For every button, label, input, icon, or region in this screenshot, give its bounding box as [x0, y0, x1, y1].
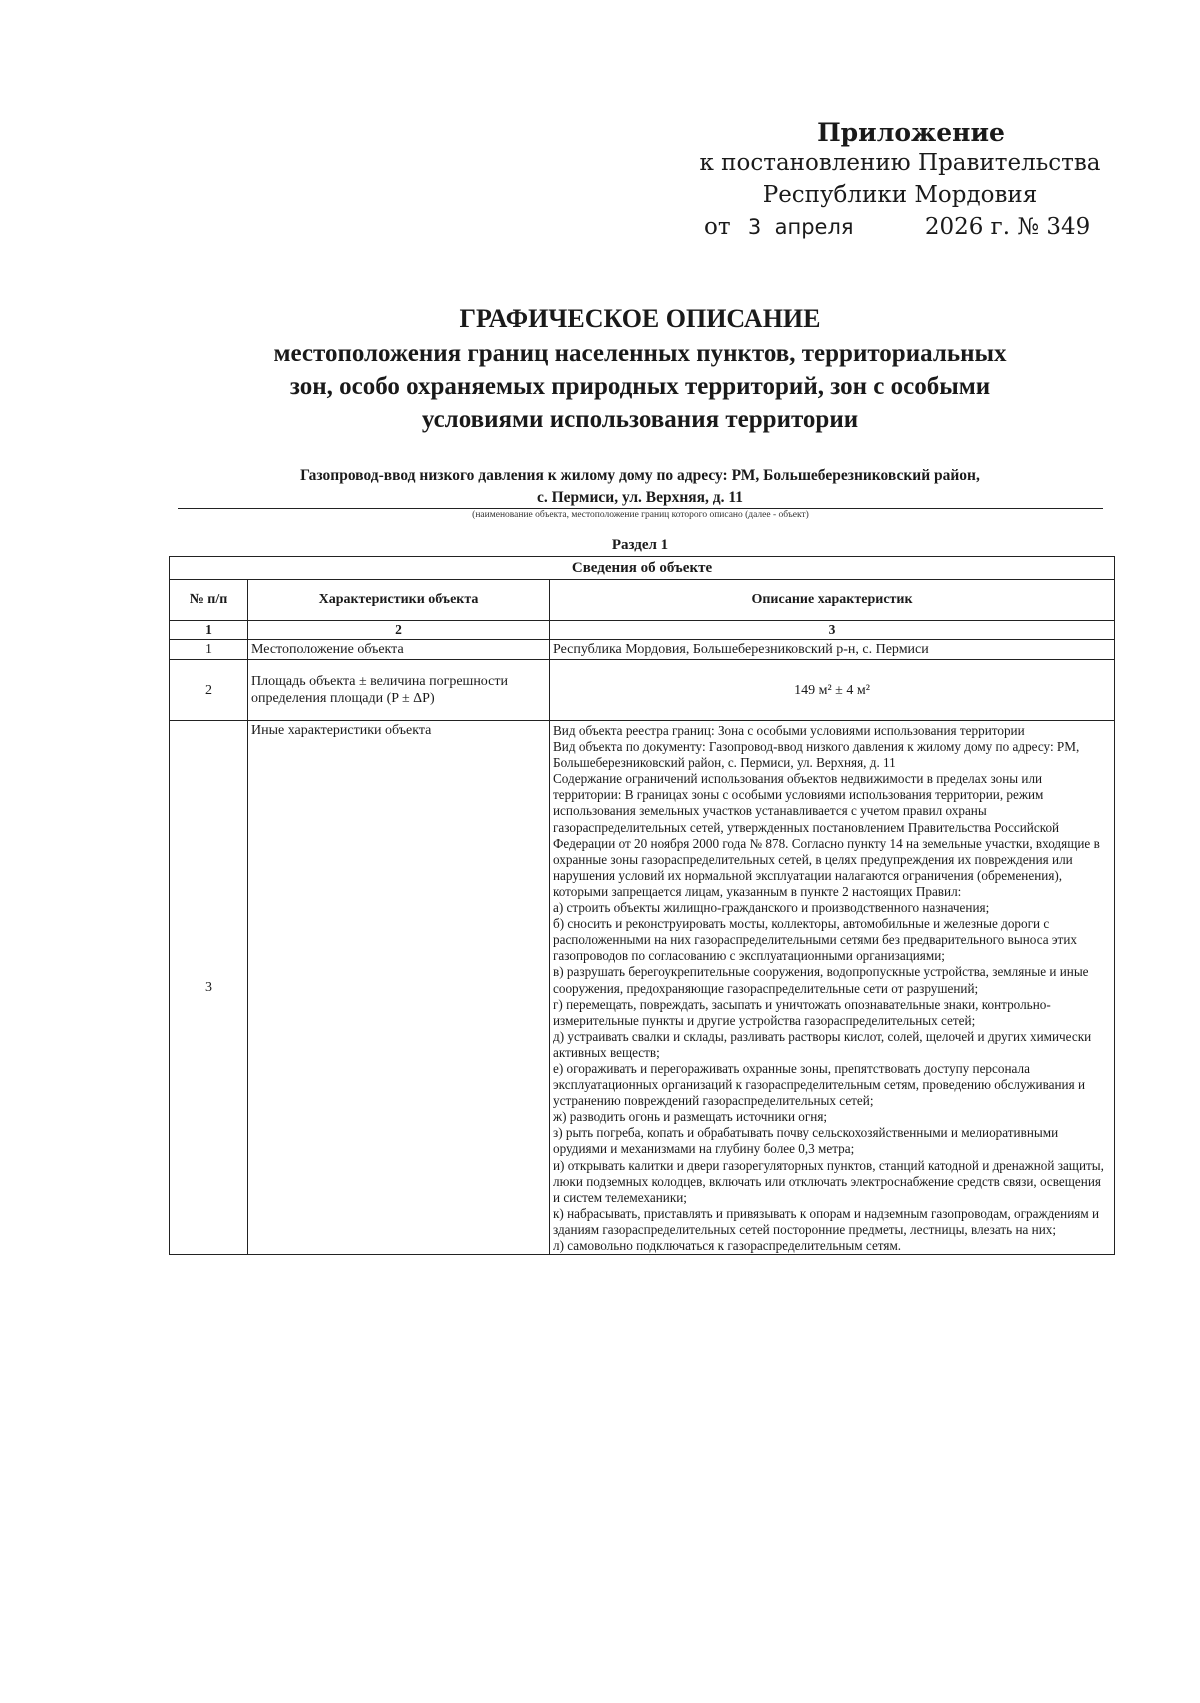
description-paragraph: Вид объекта реестра границ: Зона с особыми условиями использования территории [553, 723, 1025, 738]
table-row [170, 721, 1115, 1255]
description-paragraph: д) устраивать свалки и склады, разливать растворы кислот, солей, щелочей и других химически активных веществ; [553, 1028, 1092, 1060]
table-caption-row [170, 557, 1115, 580]
appendix-line-1: к постановлению Правительства [699, 150, 1101, 176]
table-caption: Сведения об объекте [170, 557, 1115, 580]
header-number: № п/п [170, 580, 248, 621]
row-number: 2 [170, 660, 248, 721]
document-title-line-3: зон, особо охраняемых природных территорий, зон с особыми [289, 373, 991, 400]
document-title [200, 302, 1080, 436]
document-title-line-4: условиями использования территории [421, 406, 859, 433]
appendix-header [690, 118, 1110, 243]
description-paragraph: и) открывать калитки и двери газорегуляторных пунктов, станций катодной и дренажной защиты, люки подземных колодцев, включать или отключать электроснабжение средств связи, освещения и систем телемеханики; [553, 1157, 1104, 1205]
row-number: 1 [170, 640, 248, 660]
date-day-month: 3 апреля [747, 215, 854, 239]
row-description [550, 721, 1115, 1255]
description-paragraph: з) рыть погреба, копать и обрабатывать почву сельскохозяйственными и мелиоративными орудиями и механизмами на глубину более 0,3 метра; [553, 1125, 1059, 1157]
row-number: 3 [170, 721, 248, 1255]
row-value: Республика Мордовия, Большеберезниковский р-н, с. Пермиси [550, 640, 1115, 660]
table-header-row [170, 580, 1115, 621]
object-caption: (наименование объекта, местоположение границ которого описано (далее - объект) [472, 510, 809, 520]
description-paragraph: в) разрушать берегоукрепительные сооружения, водопропускные устройства, земляные и иные сооружения, предохраняющие газораспределительные сети от разрушений; [553, 964, 1089, 996]
row-name: Местоположение объекта [248, 640, 550, 660]
column-number-row [170, 621, 1115, 640]
header-characteristics: Характеристики объекта [248, 580, 550, 621]
table-row [170, 660, 1115, 721]
column-number-1: 1 [170, 621, 248, 640]
object-info-table [169, 556, 1115, 1255]
column-number-2: 2 [248, 621, 550, 640]
description-paragraph: г) перемещать, повреждать, засыпать и уничтожать опознавательные знаки, контрольно-измерительные пункты и другие устройства газораспределительных сетей; [553, 996, 1051, 1028]
object-name [175, 465, 1105, 509]
description-paragraph: б) сносить и реконструировать мосты, коллекторы, автомобильные и железные дороги с расположенными на них газораспределительными сетями без предварительного выноса этих газопроводов по согласованию с эксплуатационными организациями; [553, 916, 1077, 964]
description-paragraph: л) самовольно подключаться к газораспределительным сетям. [553, 1238, 902, 1253]
table-row [170, 640, 1115, 660]
appendix-line-2: Республики Мордовия [762, 182, 1038, 208]
object-name-line-2: с. Пермиси, ул. Верхняя, д. 11 [536, 489, 744, 506]
row-name: Иные характеристики объекта [248, 721, 550, 1255]
section-label: Раздел 1 [611, 537, 669, 553]
column-number-3: 3 [550, 621, 1115, 640]
appendix-title: Приложение [817, 118, 1005, 147]
row-value: 149 м² ± 4 м² [550, 660, 1115, 721]
object-name-line-1: Газопровод-ввод низкого давления к жилому дому по адресу: РМ, Большеберезниковский район, [300, 467, 980, 484]
description-paragraph: а) строить объекты жилищно-гражданского и производственного назначения; [553, 900, 990, 916]
object-underline [178, 508, 1103, 509]
date-prefix: от [704, 214, 731, 240]
description-paragraph: е) огораживать и перегораживать охранные зоны, препятствовать доступу персонала эксплуатационных организаций к газораспределительным сетям, проведению обслуживания и устранению повреждений газораспределительных сетей; [553, 1060, 1086, 1109]
description-paragraph: к) набрасывать, приставлять и привязывать к опорам и надземным газопроводам, ограждениям и зданиям газораспределительных сетей посторонние предметы, лестницы, влезать на них; [553, 1205, 1100, 1237]
description-paragraph: ж) разводить огонь и размещать источники огня; [553, 1109, 828, 1125]
document-title-line-1: ГРАФИЧЕСКОЕ ОПИСАНИЕ [459, 304, 821, 333]
document-title-line-2: местоположения границ населенных пунктов, территориальных [273, 340, 1007, 367]
description-paragraph: Вид объекта по документу: Газопровод-ввод низкого давления к жилому дому по адресу: РМ, Большеберезниковский район, с. Пермиси, ул. Верхняя, д. 11 [553, 739, 1080, 771]
header-description: Описание характеристик [550, 580, 1115, 621]
row-name: Площадь объекта ± величина погрешности определения площади (P ± ΔP) [248, 660, 550, 721]
appendix-date [704, 211, 1110, 243]
date-year-number: 2026 г. № 349 [924, 214, 1091, 240]
description-paragraph: Содержание ограничений использования объектов недвижимости в пределах зоны или территории: В границах зоны с особыми условиями использования территории, режим использования земельных участков устанавливается с учетом правил охраны газораспределительных сетей, утвержденных постановлением Правительства Российской Федерации от 20 ноября 2000 года № 878. Согласно пункту 14 на земельные участки, входящие в охранные зоны газораспределительных сетей, в целях предупреждения их повреждения или нарушения условий их нормальной эксплуатации налагаются ограничения (обременения), которыми запрещается лицам, указанным в пункте 2 настоящих Правил: [553, 771, 1100, 899]
